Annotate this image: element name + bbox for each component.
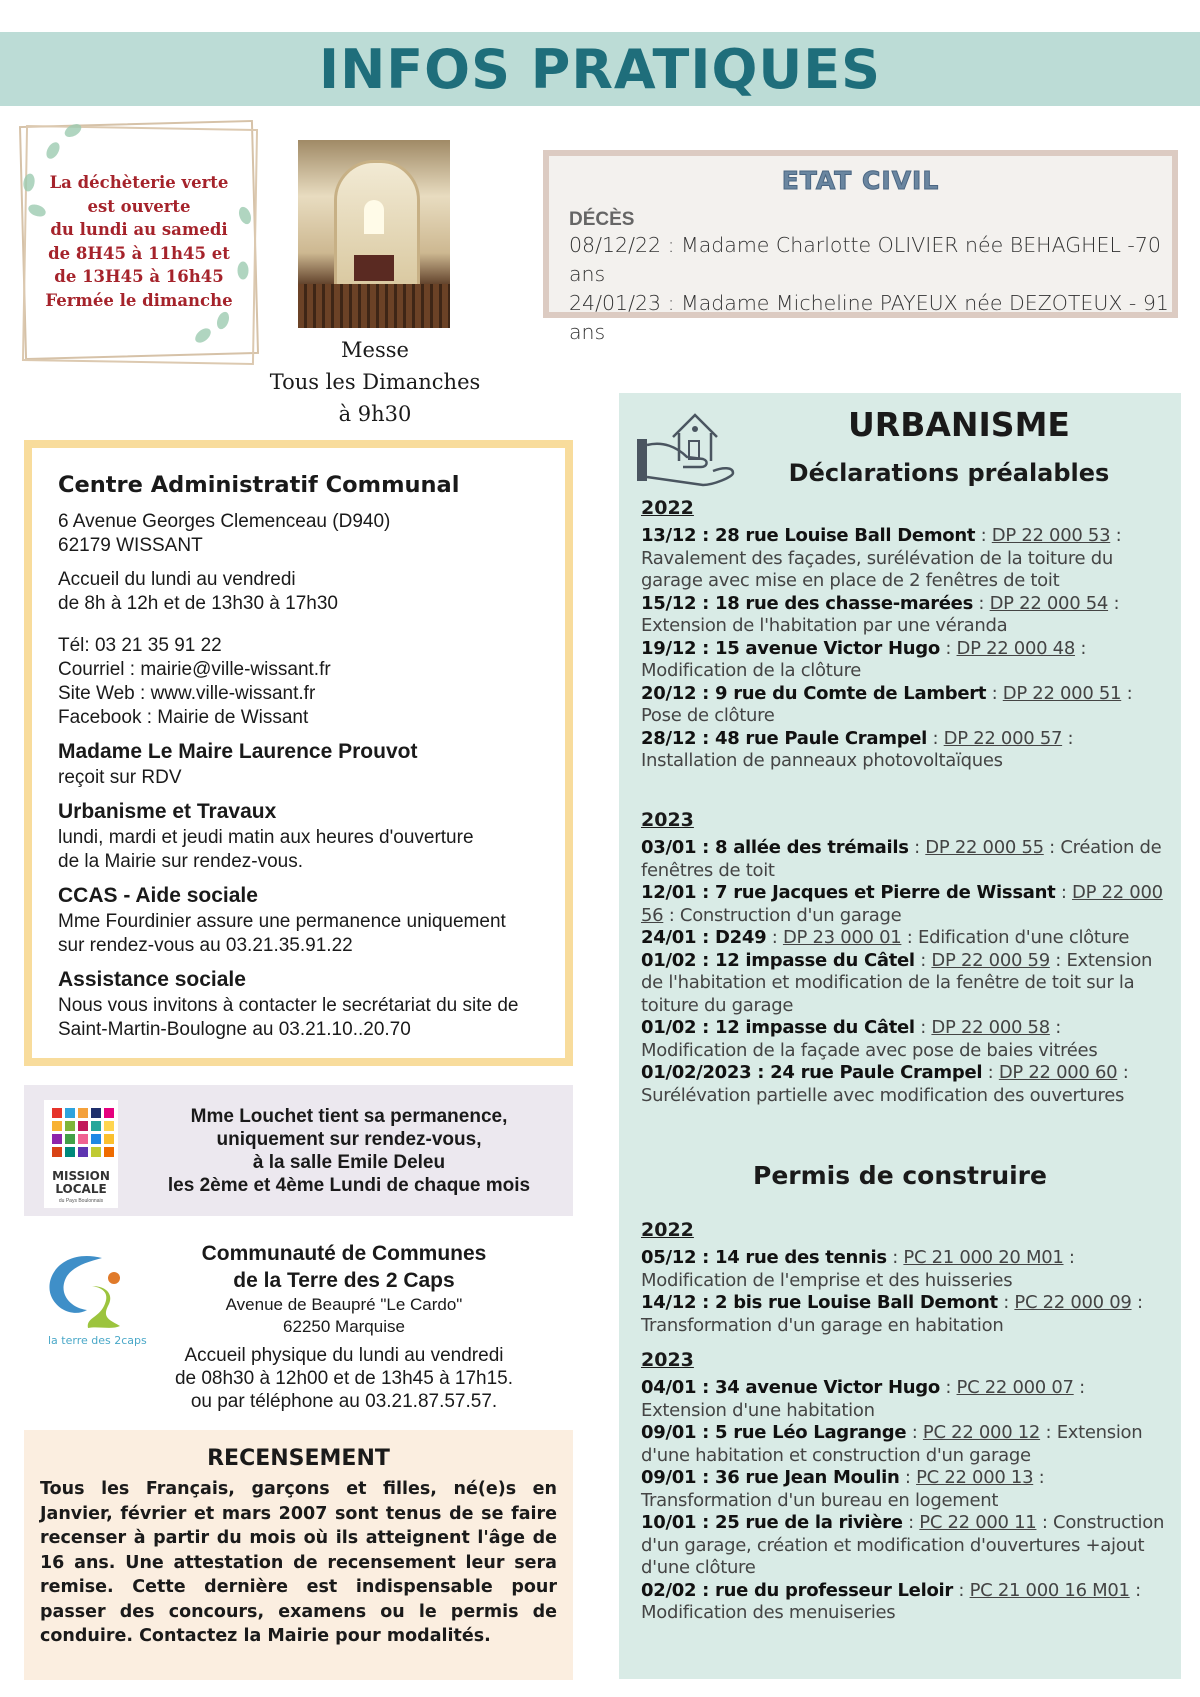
deces-label: DÉCÈS (569, 209, 635, 230)
text-line: 62179 WISSANT (58, 535, 203, 556)
entry-reference: DP 23 000 01 (782, 927, 902, 948)
permit-entry: 13/12 : 28 rue Louise Ball Demont : DP 22 000 53 : Ravalement des façades, surélévation de la toiture du garage avec mise en place de 2 fenêtres de toit (641, 525, 1122, 591)
text-line: La déchèterie verte (49, 173, 229, 192)
communaute-title: Communauté de Communes (201, 1242, 487, 1265)
entry-description: Transformation d'un garage en habitation (641, 1314, 1004, 1336)
logo-square (104, 1147, 114, 1157)
entry-description: Modification de la façade avec pose de baies vitrées (641, 1039, 1098, 1061)
text-line: de 08h30 à 12h00 et de 13h45 à 17h15. (174, 1368, 514, 1389)
communaute-address: Avenue de Beaupré "Le Cardo" (225, 1295, 463, 1314)
entry-address: 01/02 : 12 impasse du Câtel (641, 1017, 915, 1038)
permit-entry: 09/01 : 36 rue Jean Moulin : PC 22 000 13 : Transformation d'un bureau en logement (641, 1467, 1045, 1511)
entry-address: 09/01 : 36 rue Jean Moulin (641, 1467, 900, 1488)
text-line: Messe (341, 338, 409, 362)
entry-address: 12/01 : 7 rue Jacques et Pierre de Wissant (641, 882, 1056, 903)
recensement-text: Tous les Français, garçons et filles, né(e)s en Janvier, février et mars 2007 sont tenus de se faire recenser à partir du mois où ils atteignent l'âge de 16 ans. Une attestation de recensement leur sera remise. Cette dernière est indispensable pour passer des concours, examens ou le permis de conduire. Contactez la Mairie pour modalités. (40, 1479, 557, 1646)
section-title: Urbanisme et Travaux (58, 800, 277, 823)
logo-square (91, 1108, 101, 1118)
text-line: sur rendez-vous au 03.21.35.91.22 (58, 935, 353, 956)
logo-square (65, 1121, 75, 1131)
permit-entry: 04/01 : 34 avenue Victor Hugo : PC 22 000 07 : Extension d'une habitation (641, 1377, 1085, 1421)
entry-reference: DP 22 000 48 (956, 637, 1075, 659)
email[interactable]: Courriel : mairie@ville-wissant.fr (58, 659, 331, 680)
entry-reference: DP 22 000 54 (989, 592, 1109, 614)
entry-reference: DP 22 000 57 (943, 727, 1063, 749)
entry-address: 10/01 : 25 rue de la rivière (641, 1512, 903, 1533)
logo-square (78, 1134, 88, 1144)
permit-entry: 14/12 : 2 bis rue Louise Ball Demont : PC 22 000 09 : Transformation d'un garage en habitation (641, 1292, 1143, 1336)
permit-entry: 24/01 : D249 : DP 23 000 01 : Edification d'une clôture (641, 927, 1130, 948)
text-line: 6 Avenue Georges Clemenceau (D940) (58, 511, 391, 532)
page-title: INFOS PRATIQUES (319, 37, 881, 101)
text-line: lundi, mardi et jeudi matin aux heures d'ouverture (58, 827, 474, 848)
permit-entry: 28/12 : 48 rue Paule Crampel : DP 22 000 57 : Installation de panneaux photovoltaïques (641, 727, 1074, 771)
entry-description: Extension de l'habitation par une véranda (641, 615, 1008, 636)
entry-address: 28/12 : 48 rue Paule Crampel (641, 727, 928, 749)
church-photo (298, 140, 450, 328)
section-text (58, 826, 565, 874)
decheterie-card (14, 115, 258, 365)
entry-reference: DP 22 000 60 (998, 1062, 1118, 1083)
entry-description: Pose de clôture (641, 705, 775, 726)
entry-address: 19/12 : 15 avenue Victor Hugo (641, 637, 940, 659)
permis-title: Permis de construire (753, 1161, 1047, 1190)
entry-description: Modification de la clôture (641, 660, 862, 681)
entry-reference: PC 22 000 13 (916, 1467, 1034, 1488)
entry-description: Extension d'une habitation (641, 1399, 875, 1421)
centre-hours (58, 568, 565, 616)
mission-locale-text (134, 1105, 564, 1197)
entry-reference: PC 21 000 20 M01 (903, 1247, 1064, 1268)
terre-des-2-caps-logo (42, 1248, 147, 1358)
entry-address: 24/01 : D249 (641, 927, 767, 948)
entry-reference: DP 22 000 59 (931, 949, 1050, 971)
phone: Tél: 03 21 35 91 22 (58, 635, 222, 656)
logo-square (78, 1108, 88, 1118)
logo-square (52, 1108, 62, 1118)
section-title: CCAS - Aide sociale (58, 884, 258, 907)
entry-address: 13/12 : 28 rue Louise Ball Demont (641, 525, 976, 546)
year-heading: 2022 (641, 1219, 694, 1241)
decheterie-text (34, 171, 244, 312)
text-line: à la salle Emile Deleu (252, 1152, 446, 1173)
pc-year-section (641, 1349, 1171, 1625)
entry-description: Ravalement des façades, surélévation de la toiture du garage avec mise en place de 2 fenêtres de toit (641, 547, 1113, 591)
permit-entry: 02/02 : rue du professeur Leloir : PC 21 000 16 M01 : Modification des menuiseries (641, 1579, 1141, 1623)
recensement-card (24, 1430, 573, 1680)
logo-square (104, 1134, 114, 1144)
urbanisme-title: URBANISME (848, 405, 1070, 444)
permit-entry: 10/01 : 25 rue de la rivière : PC 22 000 11 : Construction d'un garage, création et modification d'ouvertures +ajout d'une clôture (641, 1512, 1165, 1578)
facebook[interactable]: Facebook : Mairie de Wissant (58, 707, 309, 728)
section-text (58, 994, 565, 1042)
logo-square (52, 1134, 62, 1144)
entry-reference: PC 21 000 16 M01 (969, 1579, 1130, 1601)
entry-description: Construction d'un garage (679, 904, 902, 926)
entry-address: 09/01 : 5 rue Léo Lagrange (641, 1422, 907, 1443)
centre-contact (58, 634, 565, 730)
year-heading: 2023 (641, 1349, 694, 1371)
entry-description: Surélévation partielle avec modification des ouvertures (641, 1084, 1125, 1106)
section-title: Madame Le Maire Laurence Prouvot (58, 740, 418, 763)
text-line: de 13H45 à 16h45 (54, 267, 224, 286)
entry-address: 20/12 : 9 rue du Comte de Lambert (641, 682, 987, 704)
deces-entry: 08/12/22 : Madame Charlotte OLIVIER née BEHAGHEL -70 ans (569, 233, 1161, 286)
logo-square (91, 1147, 101, 1157)
text-line: Mme Fourdinier assure une permanence uniquement (58, 911, 506, 932)
dp-year-section (641, 809, 1171, 1107)
entry-description: Construction d'un garage, création et modification d'ouvertures +ajout d'une clôture (641, 1512, 1165, 1578)
logo-square (65, 1134, 75, 1144)
permit-entry: 01/02 : 12 impasse du Câtel : DP 22 000 58 : Modification de la façade avec pose de baies vitrées (641, 1017, 1098, 1061)
text-line: est ouverte (87, 196, 191, 216)
entry-description: Installation de panneaux photovoltaïques (641, 750, 1003, 771)
centre-administratif-card (24, 440, 573, 1066)
entry-address: 01/02 : 12 impasse du Câtel (641, 949, 915, 971)
text-line: à 9h30 (338, 402, 412, 426)
entry-address: 14/12 : 2 bis rue Louise Ball Demont (641, 1292, 998, 1313)
text-line: de 8h à 12h et de 13h30 à 17h30 (58, 593, 338, 614)
entry-description: Extension de l'habitation et modification de la fenêtre de toit sur la toiture du garage (641, 949, 1153, 1016)
logo-square (104, 1121, 114, 1131)
entry-description: Edification d'une clôture (918, 927, 1130, 948)
centre-address (58, 510, 565, 558)
communaute-title: de la Terre des 2 Caps (233, 1269, 455, 1292)
entry-address: 01/02/2023 : 24 rue Paule Crampel (641, 1062, 983, 1083)
entry-description: Modification des menuiseries (641, 1602, 896, 1623)
declarations-title: Déclarations préalables (788, 459, 1110, 487)
entry-reference: PC 22 000 11 (919, 1512, 1037, 1533)
header-banner (0, 32, 1200, 106)
entry-description: Extension d'une habitation et construction d'un garage (641, 1422, 1143, 1466)
logo-subtext: du Pays Boulonnais (58, 1198, 104, 1204)
entry-description: Transformation d'un bureau en logement (641, 1489, 999, 1511)
entry-reference: PC 22 000 09 (1014, 1292, 1132, 1313)
text-line: de 8H45 à 11h45 et (48, 243, 230, 263)
text-line: uniquement sur rendez-vous, (216, 1129, 482, 1150)
entry-reference: DP 22 000 53 (991, 525, 1111, 546)
text-line: reçoit sur RDV (58, 767, 182, 788)
text-line: Fermée le dimanche (45, 290, 233, 310)
permit-entry: 01/02 : 12 impasse du Câtel : DP 22 000 59 : Extension de l'habitation et modification de la fenêtre de toit sur la toiture du garage (641, 949, 1153, 1016)
entry-reference: DP 22 000 51 (1002, 682, 1122, 704)
logo-square (78, 1121, 88, 1131)
text-line: Nous vous invitons à contacter le secrétariat du site de (58, 995, 519, 1016)
dp-year-section (641, 497, 1171, 773)
permit-entry: 15/12 : 18 rue des chasse-marées : DP 22 000 54 : Extension de l'habitation par une véranda (641, 592, 1120, 636)
section-text (58, 910, 565, 958)
permit-entry: 05/12 : 14 rue des tennis : PC 21 000 20 M01 : Modification de l'emprise et des huisseries (641, 1247, 1075, 1291)
entry-reference: DP 22 000 58 (931, 1017, 1050, 1038)
etat-civil-card (543, 150, 1178, 344)
mission-locale-logo (44, 1100, 118, 1208)
permit-entry: 19/12 : 15 avenue Victor Hugo : DP 22 000 48 : Modification de la clôture (641, 637, 1087, 681)
svg-text:la terre des 2caps: la terre des 2caps (48, 1334, 147, 1347)
permit-entry: 03/01 : 8 allée des trémails : DP 22 000 55 : Création de fenêtres de toit (641, 837, 1162, 881)
entry-reference: DP 22 000 56 (641, 882, 1163, 926)
section-text (58, 766, 565, 790)
logo-square (52, 1147, 62, 1157)
entry-description: Création de fenêtres de toit (641, 837, 1162, 881)
entry-address: 15/12 : 18 rue des chasse-marées (641, 592, 974, 614)
entry-reference: PC 22 000 07 (956, 1377, 1074, 1398)
entry-description: Modification de l'emprise et des huisseries (641, 1269, 1013, 1291)
entry-address: 03/01 : 8 allée des trémails (641, 837, 909, 858)
hand-house-icon (633, 401, 737, 493)
urbanisme-panel (619, 393, 1181, 1679)
permit-entry: 01/02/2023 : 24 rue Paule Crampel : DP 22 000 60 : Surélévation partielle avec modification des ouvertures (641, 1062, 1129, 1106)
permit-entry: 09/01 : 5 rue Léo Lagrange : PC 22 000 12 : Extension d'une habitation et construction d'un garage (641, 1422, 1143, 1466)
year-heading: 2022 (641, 497, 694, 519)
mission-locale-card (24, 1085, 573, 1216)
logo-square (65, 1108, 75, 1118)
text-line: Tous les Dimanches (269, 370, 481, 394)
etat-civil-title: ETAT CIVIL (781, 166, 940, 195)
logo-text: MISSION (52, 1169, 110, 1183)
text-line: de la Mairie sur rendez-vous. (58, 851, 303, 872)
logo-square (65, 1147, 75, 1157)
logo-square (52, 1121, 62, 1131)
communaute-communes-card (24, 1236, 573, 1416)
permit-entry: 12/01 : 7 rue Jacques et Pierre de Wissant : DP 22 000 56 : Construction d'un garage (641, 882, 1163, 926)
deces-entry: 24/01/23 : Madame Micheline PAYEUX née DEZOTEUX - 91 ans (569, 291, 1169, 344)
entry-address: 02/02 : rue du professeur Leloir (641, 1579, 953, 1601)
entry-reference: PC 22 000 12 (922, 1422, 1041, 1443)
text-line: Mme Louchet tient sa permanence, (190, 1106, 508, 1127)
logo-square (78, 1147, 88, 1157)
logo-square (91, 1134, 101, 1144)
permit-entry: 20/12 : 9 rue du Comte de Lambert : DP 22 000 51 : Pose de clôture (641, 682, 1133, 726)
text-line: du lundi au samedi (50, 220, 228, 239)
entry-reference: DP 22 000 55 (925, 837, 1044, 858)
logo-square (91, 1121, 101, 1131)
messe-info (250, 334, 500, 430)
centre-title: Centre Administratif Communal (58, 472, 460, 498)
text-line: ou par téléphone au 03.21.87.57.57. (190, 1391, 498, 1412)
pc-year-section (641, 1219, 1171, 1337)
recensement-title: RECENSEMENT (207, 1446, 390, 1471)
communaute-text (124, 1240, 564, 1413)
communaute-address: 62250 Marquise (283, 1317, 405, 1336)
entry-address: 05/12 : 14 rue des tennis (641, 1247, 887, 1268)
logo-text: LOCALE (55, 1182, 107, 1196)
website[interactable]: Site Web : www.ville-wissant.fr (58, 683, 316, 704)
section-title: Assistance sociale (58, 968, 246, 991)
entry-address: 04/01 : 34 avenue Victor Hugo (641, 1377, 940, 1398)
year-heading: 2023 (641, 809, 694, 831)
logo-square (104, 1108, 114, 1118)
text-line: les 2ème et 4ème Lundi de chaque mois (167, 1175, 531, 1196)
text-line: Accueil physique du lundi au vendredi (184, 1345, 504, 1366)
text-line: Accueil du lundi au vendredi (58, 569, 296, 590)
text-line: Saint-Martin-Boulogne au 03.21.10..20.70 (58, 1019, 411, 1040)
